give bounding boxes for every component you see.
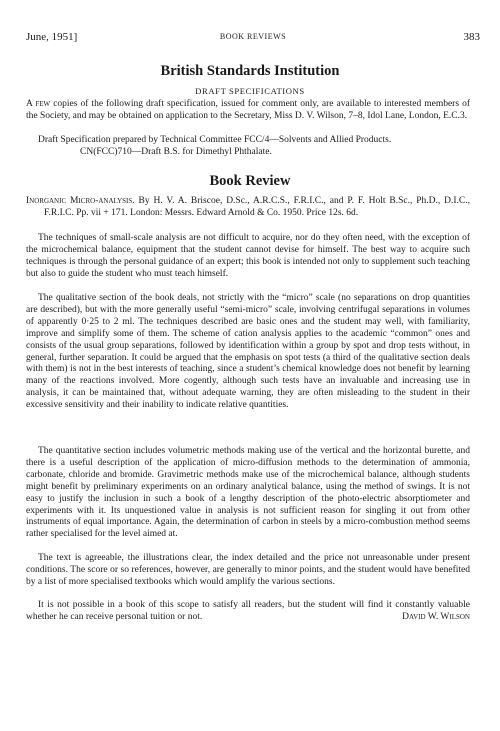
bsi-spec-line: CN(FCC)710—Draft B.S. for Dimethyl Phthalate. bbox=[80, 147, 272, 157]
book-reference bbox=[26, 196, 470, 220]
bsi-subheading: DRAFT SPECIFICATIONS bbox=[195, 86, 305, 96]
reviewer-signature: David W. Wilson bbox=[402, 611, 470, 622]
review-paragraph-4: The text is agreeable, the illustrations clear, the index detailed and the price not unreasonable under present conditions. The score or so references, however, are generally to minor points, and the student would have benefited by a list of more specialised textbooks which would amplify the various sections. bbox=[26, 553, 470, 587]
review-paragraph-2: The qualitative section of the book deals, not strictly with the “micro” scale (no separations on drop quantities are described), but with the more generally useful “semi-micro” scale, involving centrifugal separations in volumes of apparently 0·25 to 2 ml. The techniques described are basic ones and the student may well, with familiarity, improve and simplify some of them. The scheme of cation analysis applies to the academic “common” ones and consists of the usual group separations, followed by identification within a group by spot and drop tests without, in general, further separation. It could be argued that the emphasis on spot tests (a third of the qualitative section deals with them) is not in the best interests of teaching, since a student’s chemical knowledge does not benefit by learning many of the reactions involved. More cogently, although such tests have an invaluable and increasing use in analysis, it can be maintained that, without adequate warning, they are often misleading to the student in their excessive sensitivity and their inability to indicate relative quantities. bbox=[26, 293, 470, 411]
review-paragraph-1: The techniques of small-scale analysis are not difficult to acquire, nor do they often need, with the exception of the microchemical balance, equipment that the student cannot devise for himself. The best way to acquire such techniques is through the personal guidance of an expert; this book is intended not only to supplement such teaching but also to guide the student who must teach himself. bbox=[26, 233, 470, 279]
page-header bbox=[26, 31, 480, 45]
bsi-intro-lead: A few bbox=[26, 99, 51, 109]
page-number: 383 bbox=[463, 31, 480, 43]
bsi-intro-paragraph bbox=[26, 99, 470, 123]
bsi-heading: British Standards Institution bbox=[160, 63, 340, 79]
book-review-heading: Book Review bbox=[209, 173, 291, 189]
issue-date: June, 1951] bbox=[26, 31, 78, 43]
book-details: By H. V. A. Briscoe, D.Sc., A.R.C.S., F.R.I.C., and P. F. Holt B.Sc., Ph.D., D.I.C., F.R.I.C. Pp. vii + 171. London: Messrs. Edward Arnold & Co. 1950. Price 12s. 6d. bbox=[44, 196, 471, 218]
review-paragraph-5 bbox=[26, 600, 470, 624]
running-title: BOOK REVIEWS bbox=[219, 32, 287, 41]
bsi-prepared-by: Draft Specification prepared by Technical Committee FCC/4—Solvents and Allied Products. bbox=[38, 135, 392, 145]
review-paragraph-5-text: It is not possible in a book of this scope to satisfy all readers, but the student will find it constantly valuable whether he can receive personal tuition or not. bbox=[26, 600, 470, 622]
book-title: Inorganic Micro-analysis. bbox=[26, 196, 135, 206]
bsi-intro-text: copies of the following draft specification, issued for comment only, are available to interested members of the Society, and may be obtained on application to the Secretary, Miss D. V. Wilson, 7–8, Idol Lane, London, E.C.3. bbox=[26, 99, 470, 121]
review-paragraph-3: The quantitative section includes volumetric methods making use of the vertical and the horizontal burette, and there is a useful description of the application of micro-diffusion methods to the determination of ammonia, carbonate, chloride and bromide. Gravimetric methods make use of the microchemical balance, although students might benefit by preliminary experiments on an ordinary analytical balance, using the method of swings. It is not easy to justify the inclusion in such a book of a lengthy description of the photo-electric absorptiometer and experiments with it. Its unquestioned value in analysis is not sufficient reason for singling it out from other instruments of equal importance. Again, the determination of carbon in steels by a micro-combustion method seems rather specialised for the level aimed at. bbox=[26, 446, 470, 540]
